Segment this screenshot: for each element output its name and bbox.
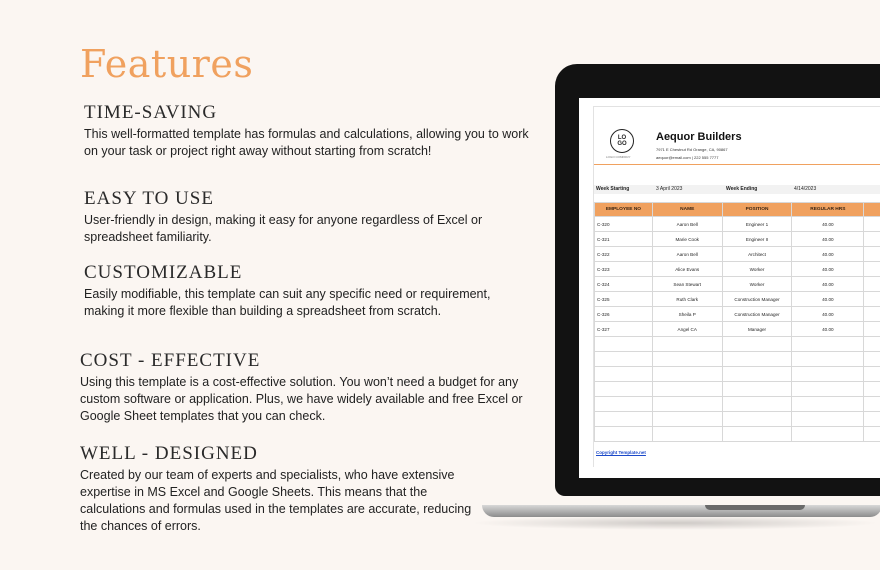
cell[interactable]	[864, 307, 880, 322]
week-start-value[interactable]: 3 April 2023	[656, 186, 683, 192]
feature-text: This well-formatted template has formulas and calculations, allowing you to work on your task or project right away without starting from scratch!	[84, 127, 529, 158]
cell[interactable]	[722, 397, 792, 412]
laptop-mockup	[555, 64, 880, 504]
cell[interactable]: 40.00	[792, 292, 864, 307]
cell[interactable]: Alice Evans	[652, 262, 722, 277]
column-header: REGULAR HRS	[792, 203, 864, 217]
table-row-empty	[595, 397, 880, 412]
cell[interactable]: 40.00	[792, 322, 864, 337]
table-row-empty	[595, 367, 880, 382]
cell[interactable]	[595, 397, 653, 412]
cell[interactable]: 40.00	[792, 247, 864, 262]
cell[interactable]: Worker	[722, 277, 792, 292]
cell[interactable]: 40.00	[792, 262, 864, 277]
cell[interactable]: Engineer 1	[722, 217, 792, 232]
cell[interactable]	[864, 412, 880, 427]
cell[interactable]	[595, 367, 653, 382]
cell[interactable]	[722, 427, 792, 442]
feature-heading: CUSTOMIZABLE	[84, 262, 243, 283]
cell[interactable]: C-323	[595, 262, 653, 277]
feature-customizable	[84, 262, 534, 320]
feature-time-saving	[84, 102, 534, 160]
timesheet-spreadsheet	[593, 106, 880, 467]
cell[interactable]	[864, 337, 880, 352]
cell[interactable]	[652, 367, 722, 382]
cell[interactable]: Aaron Bell	[652, 217, 722, 232]
cell[interactable]	[864, 217, 880, 232]
feature-well-designed	[80, 443, 480, 535]
company-address: 7971 E Chestnut Rd Orange, CA, 90867	[656, 147, 728, 152]
cell[interactable]	[595, 382, 653, 397]
table-row	[595, 217, 880, 232]
week-row	[594, 185, 880, 194]
cell[interactable]	[864, 367, 880, 382]
cell[interactable]	[652, 412, 722, 427]
cell[interactable]: Architect	[722, 247, 792, 262]
feature-text: Easily modifiable, this template can suit any specific need or requirement, making it more flexible than building a spreadsheet from scratch.	[84, 287, 491, 318]
table-row-empty	[595, 337, 880, 352]
column-header: EMPLOYEE NO	[595, 203, 653, 217]
company-name: Aequor Builders	[656, 131, 742, 143]
logo-icon: LO GO	[610, 129, 634, 153]
cell[interactable]: 40.00	[792, 307, 864, 322]
table-row	[595, 232, 880, 247]
cell[interactable]: Angel CA	[652, 322, 722, 337]
copyright-link[interactable]: Copyright Template.net	[596, 450, 646, 455]
column-header: NAME	[652, 203, 722, 217]
table-row-empty	[595, 427, 880, 442]
laptop-bezel	[555, 64, 880, 496]
cell[interactable]	[864, 292, 880, 307]
cell[interactable]: C-320	[595, 217, 653, 232]
feature-cost-effective	[80, 350, 535, 425]
cell[interactable]: Sheila P	[652, 307, 722, 322]
cell[interactable]: C-327	[595, 322, 653, 337]
feature-heading: EASY TO USE	[84, 188, 214, 209]
cell[interactable]	[864, 232, 880, 247]
table-row-empty	[595, 382, 880, 397]
cell[interactable]	[864, 427, 880, 442]
cell[interactable]: Marie Cook	[652, 232, 722, 247]
cell[interactable]	[652, 352, 722, 367]
table-row-empty	[595, 352, 880, 367]
laptop-screen	[579, 98, 880, 478]
table-row	[595, 247, 880, 262]
cell[interactable]	[652, 397, 722, 412]
cell[interactable]	[652, 382, 722, 397]
table-row	[595, 322, 880, 337]
cell[interactable]	[864, 352, 880, 367]
laptop-base	[482, 505, 880, 517]
cell[interactable]	[864, 397, 880, 412]
cell[interactable]: 40.00	[792, 217, 864, 232]
feature-text: User-friendly in design, making it easy for anyone regardless of Excel or spreadsheet familiarity.	[84, 213, 483, 244]
header-divider	[594, 164, 880, 165]
cell[interactable]: Construction Manager	[722, 307, 792, 322]
cell[interactable]	[792, 397, 864, 412]
cell[interactable]	[595, 412, 653, 427]
cell[interactable]: Aaron Bell	[652, 247, 722, 262]
laptop-base-notch	[705, 505, 805, 510]
week-end-value[interactable]: 4/14/2023	[794, 186, 817, 192]
cell[interactable]	[722, 352, 792, 367]
feature-text: Using this template is a cost-effective solution. You won’t need a budget for any custom software or application. Plus, we have widely available and free Excel or Google Sheet templates that you can check.	[80, 375, 523, 423]
cell[interactable]	[652, 337, 722, 352]
cell[interactable]	[722, 337, 792, 352]
cell[interactable]	[722, 412, 792, 427]
table-row	[595, 262, 880, 277]
feature-heading: WELL - DESIGNED	[80, 443, 258, 464]
cell[interactable]	[722, 367, 792, 382]
column-header	[864, 203, 880, 217]
cell[interactable]: Manager	[722, 322, 792, 337]
cell[interactable]: Engineer II	[722, 232, 792, 247]
cell[interactable]: 40.00	[792, 232, 864, 247]
employee-table	[594, 202, 880, 442]
feature-heading: TIME-SAVING	[84, 102, 218, 123]
cell[interactable]: Worker	[722, 262, 792, 277]
cell[interactable]	[864, 262, 880, 277]
table-row	[595, 277, 880, 292]
feature-heading: COST - EFFECTIVE	[80, 350, 261, 371]
cell[interactable]: C-324	[595, 277, 653, 292]
cell[interactable]	[595, 337, 653, 352]
cell[interactable]: Ruth Clark	[652, 292, 722, 307]
cell[interactable]	[864, 247, 880, 262]
cell[interactable]: 40.00	[792, 277, 864, 292]
cell[interactable]	[864, 277, 880, 292]
cell[interactable]: C-326	[595, 307, 653, 322]
cell[interactable]	[792, 367, 864, 382]
table-row	[595, 307, 880, 322]
cell[interactable]	[652, 427, 722, 442]
cell[interactable]	[864, 322, 880, 337]
cell[interactable]	[792, 412, 864, 427]
table-row-empty	[595, 412, 880, 427]
cell[interactable]	[722, 382, 792, 397]
cell[interactable]	[864, 382, 880, 397]
cell[interactable]: C-325	[595, 292, 653, 307]
table-header-row	[595, 203, 880, 217]
cell[interactable]	[595, 427, 653, 442]
cell[interactable]	[595, 352, 653, 367]
week-end-label: Week Ending	[726, 186, 758, 192]
company-contact: aequor@email.com | 222 555 7777	[656, 155, 719, 160]
cell[interactable]	[792, 352, 864, 367]
table-row	[595, 292, 880, 307]
cell[interactable]	[792, 337, 864, 352]
cell[interactable]	[792, 427, 864, 442]
cell[interactable]: C-322	[595, 247, 653, 262]
cell[interactable]: C-321	[595, 232, 653, 247]
laptop-shadow	[470, 516, 880, 530]
cell[interactable]	[792, 382, 864, 397]
logo-caption: LOGO COMPANY	[606, 155, 631, 159]
cell[interactable]: Construction Manager	[722, 292, 792, 307]
cell[interactable]: Sean Stewart	[652, 277, 722, 292]
feature-easy-to-use	[84, 188, 534, 246]
feature-text: Created by our team of experts and specialists, who have extensive expertise in MS Excel and Google Sheets. This means that the calculations and formulas used in the templates are accurate, reducing the chances of errors.	[80, 468, 472, 533]
column-header: POSITION	[722, 203, 792, 217]
week-start-label: Week Starting	[596, 186, 630, 192]
page-title: Features	[80, 42, 254, 86]
